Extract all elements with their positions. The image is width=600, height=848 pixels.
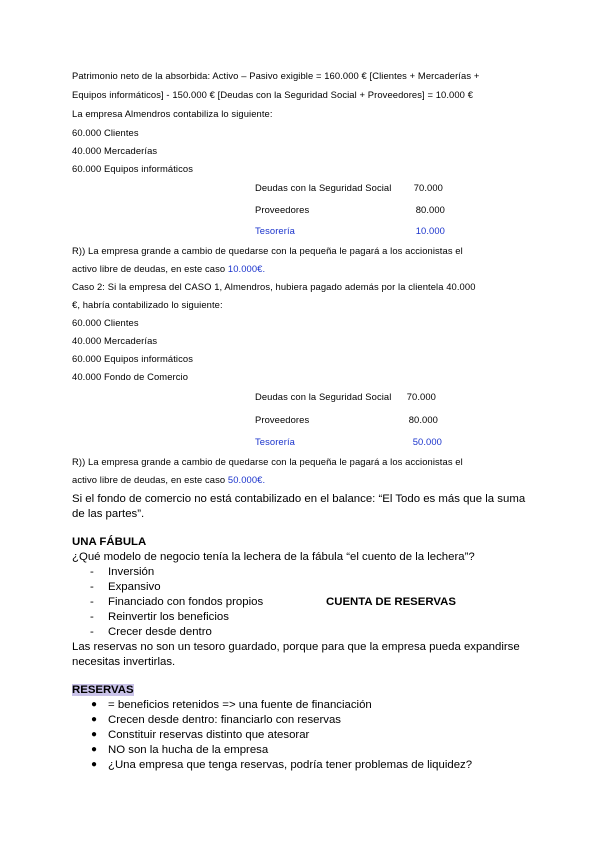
- credit-value-tesoreria: 10.000: [415, 225, 445, 236]
- result2-line-1: R)) La empresa grande a cambio de quedarse con la pequeña le pagará a los accionistas el: [72, 456, 463, 467]
- result1-line-2: [72, 263, 265, 275]
- reservas-item-liquidez: ¿Una empresa que tenga reservas, podría tener problemas de liquidez?: [108, 759, 473, 771]
- case2-line-1: Caso 2: Si la empresa del CASO 1, Almendros, hubiera pagado además por la clientela 40.000: [72, 281, 476, 292]
- fable-item-expansivo: Expansivo: [108, 581, 161, 593]
- reservas-para-line-2: necesitas invertirlas.: [72, 656, 176, 668]
- credit-label-proveedores: Proveedores: [255, 204, 310, 215]
- result2-value: 50.000€.: [227, 474, 266, 485]
- fable-item-financiado: Financiado con fondos propios: [108, 596, 264, 608]
- fable-item-reinvertir: Reinvertir los beneficios: [108, 611, 229, 623]
- intro-line-3: La empresa Almendros contabiliza lo siguiente:: [72, 108, 273, 119]
- reservas-para-line-1: Las reservas no son un tesoro guardado, porque para que la empresa pueda expandirse: [72, 641, 520, 653]
- entry-clientes: 60.000 Clientes: [72, 127, 139, 138]
- result1-value: 10.000€.: [227, 263, 266, 274]
- intro-line-2: Equipos informáticos] - 150.000 € [Deudas con la Seguridad Social + Proveedores] = 10.000 €: [72, 89, 474, 100]
- result1-text: activo libre de deudas, en este caso: [72, 263, 228, 274]
- reservas-account-heading: CUENTA DE RESERVAS: [326, 596, 456, 608]
- reservas-bullet-2: ●: [91, 714, 98, 725]
- credit2-value-deudas: 70.000: [406, 391, 436, 402]
- reservas-heading-text: RESERVAS: [72, 684, 134, 696]
- reservas-item-beneficios: = beneficios retenidos => una fuente de financiación: [108, 699, 372, 711]
- fable-bullet-5: -: [90, 626, 94, 638]
- reservas-item-crecen: Crecen desde dentro: financiarlo con reservas: [108, 714, 342, 726]
- fable-question: ¿Qué modelo de negocio tenía la lechera de la fábula “el cuento de la lechera”?: [72, 551, 475, 563]
- result2-line-2: [72, 474, 265, 486]
- credit2-label-deudas: Deudas con la Seguridad Social: [255, 391, 392, 402]
- entry-mercaderias: 40.000 Mercaderías: [72, 145, 158, 156]
- reservas-bullet-4: ●: [91, 744, 98, 755]
- entry2-fondo-comercio: 40.000 Fondo de Comercio: [72, 371, 189, 382]
- credit2-value-tesoreria: 50.000: [412, 436, 442, 447]
- reservas-item-constituir: Constituir reservas distinto que atesorar: [108, 729, 310, 741]
- reservas-bullet-5: ●: [91, 759, 98, 770]
- fable-heading: UNA FÁBULA: [72, 536, 147, 548]
- intro-line-1: Patrimonio neto de la absorbida: Activo – Pasivo exigible = 160.000 € [Clientes + Mercaderías +: [72, 70, 480, 81]
- credit2-label-tesoreria: Tesorería: [255, 436, 295, 447]
- credit2-label-proveedores: Proveedores: [255, 414, 310, 425]
- entry2-clientes: 60.000 Clientes: [72, 317, 139, 328]
- entry2-equipos: 60.000 Equipos informáticos: [72, 353, 193, 364]
- credit-label-tesoreria: Tesorería: [255, 225, 295, 236]
- reservas-item-hucha: NO son la hucha de la empresa: [108, 744, 269, 756]
- goodwill-line-1: Si el fondo de comercio no está contabilizado en el balance: “El Todo es más que la suma: [72, 493, 526, 505]
- credit-value-proveedores: 80.000: [415, 204, 445, 215]
- credit-value-deudas: 70.000: [413, 182, 443, 193]
- result1-line-1: R)) La empresa grande a cambio de quedarse con la pequeña le pagará a los accionistas el: [72, 245, 463, 256]
- entry-equipos: 60.000 Equipos informáticos: [72, 163, 193, 174]
- reservas-bullet-3: ●: [91, 729, 98, 740]
- credit-label-deudas: Deudas con la Seguridad Social: [255, 182, 392, 193]
- reservas-bullet-1: ●: [91, 699, 98, 710]
- credit2-value-proveedores: 80.000: [408, 414, 438, 425]
- result2-text: activo libre de deudas, en este caso: [72, 474, 228, 485]
- fable-bullet-4: -: [90, 611, 94, 623]
- fable-item-inversion: Inversión: [108, 566, 155, 578]
- fable-bullet-2: -: [90, 581, 94, 593]
- fable-item-crecer: Crecer desde dentro: [108, 626, 212, 638]
- case2-line-2: €, habría contabilizado lo siguiente:: [72, 299, 223, 310]
- reservas-heading: [72, 683, 134, 697]
- goodwill-line-2: de las partes”.: [72, 508, 145, 520]
- fable-bullet-1: -: [90, 566, 94, 578]
- fable-bullet-3: -: [90, 596, 94, 608]
- entry2-mercaderias: 40.000 Mercaderías: [72, 335, 158, 346]
